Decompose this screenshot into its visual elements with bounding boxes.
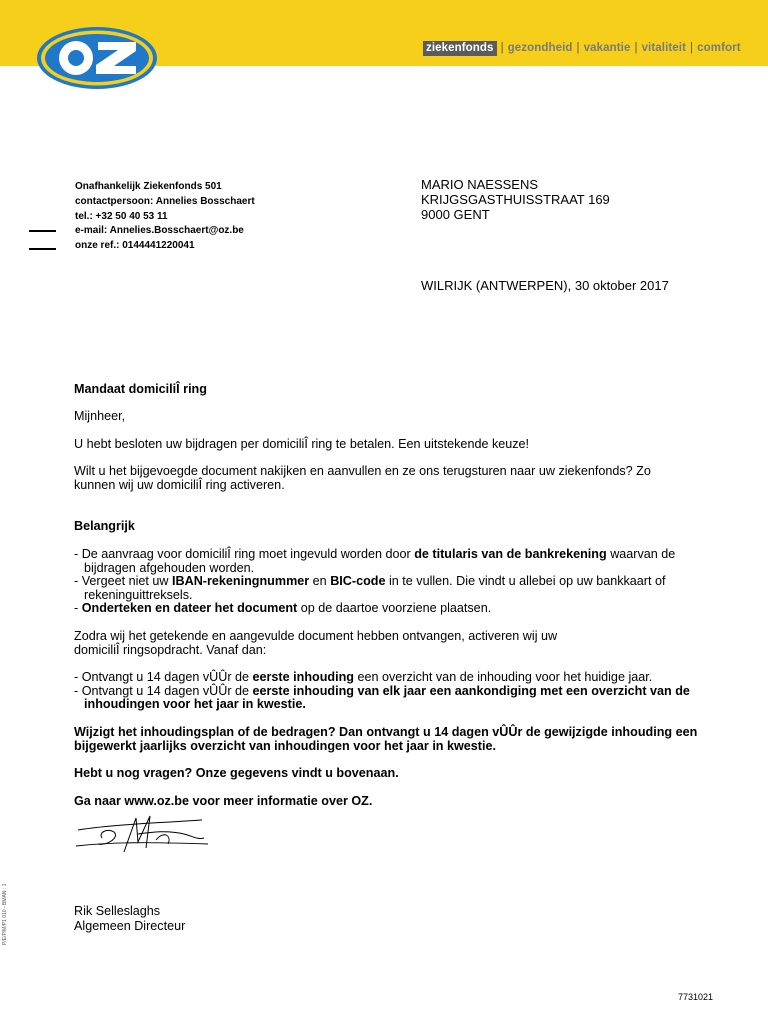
- handwritten-signature: [72, 812, 212, 858]
- letter-salutation: Mijnheer,: [74, 409, 126, 423]
- bullet-4-post: een overzicht van de inhouding voor het huidige jaar.: [357, 670, 653, 684]
- tagline-gezondheid: gezondheid: [507, 42, 573, 54]
- fold-mark: [29, 248, 56, 250]
- bullet-1-continuation: bijdragen afgehouden worden.: [84, 560, 255, 575]
- sender-reference: onze ref.: 0144441220041: [75, 240, 195, 252]
- tagline-ziekenfonds: ziekenfonds: [423, 41, 497, 56]
- tagline-vakantie: vakantie: [583, 42, 631, 54]
- iban-label: IBAN-rekeningnummer: [172, 574, 310, 588]
- fold-mark: [29, 230, 56, 232]
- bullet-5-text: - Ontvangt u 14 dagen vÛÛr de: [74, 683, 250, 698]
- bullet-4-bold: eerste inhouding: [252, 670, 354, 684]
- tagline-comfort: comfort: [697, 42, 741, 54]
- paragraph-2: [74, 465, 714, 492]
- tagline-vitaliteit: vitaliteit: [641, 42, 687, 54]
- paragraph-4-line-1: Wijzigt het inhoudingsplan of de bedragen? Dan ontvangt u 14 dagen vÛÛr de gewijzigde inhouding een: [74, 725, 698, 739]
- paragraph-1: U hebt besloten uw bijdragen per domiciliÎ ring te betalen. Een uitstekende keuze!: [74, 437, 530, 451]
- sender-block: [75, 180, 255, 254]
- tagline-separator: |: [690, 42, 694, 54]
- bullet-2-mid: en: [312, 574, 327, 588]
- date-line: WILRIJK (ANTWERPEN), 30 oktober 2017: [421, 278, 669, 293]
- bullet-1-bold: de titularis van de bankrekening: [414, 547, 607, 561]
- recipient-name: MARIO NAESSENS: [421, 177, 539, 192]
- bullet-4-text: - Ontvangt u 14 dagen vÛÛr de: [74, 670, 250, 684]
- sender-name: Onafhankelijk Ziekenfonds 501: [75, 181, 222, 192]
- bic-label: BIC-code: [330, 574, 386, 588]
- paragraph-4-line-2: bijgewerkt jaarlijks overzicht van inhoudingen voor het jaar in kwestie.: [74, 738, 497, 753]
- list-item: [74, 602, 714, 616]
- schedule-list: [74, 671, 714, 712]
- paragraph-3-line-2: domiciliÎ ringsopdracht. Vanaf dan:: [74, 642, 267, 657]
- bullet-1-text: - De aanvraag voor domiciliÎ ring moet ingevuld worden door: [74, 547, 411, 561]
- paragraph-2-line-1: Wilt u het bijgevoegde document nakijken en aanvullen en ze ons terugsturen naar uw ziekenfonds? Zo: [74, 464, 651, 478]
- important-list: [74, 548, 714, 616]
- signer-title: Algemeen Directeur: [74, 918, 186, 933]
- side-form-code: P/E/P/M/P1 010 - BMAN : 1: [2, 883, 8, 945]
- oz-logo: [36, 26, 158, 90]
- letter-subject: Mandaat domiciliÎ ring: [74, 382, 207, 396]
- list-item: [74, 548, 714, 562]
- bullet-3-dash: -: [74, 601, 79, 615]
- list-item: [74, 685, 714, 699]
- bullet-1-post: waarvan de: [610, 547, 676, 561]
- tagline: [423, 40, 741, 56]
- list-item: [74, 575, 714, 589]
- sender-contact-person: contactpersoon: Annelies Bosschaert: [75, 195, 255, 207]
- recipient-address: [421, 177, 610, 222]
- bullet-3-post: op de daartoe voorziene plaatsen.: [300, 601, 492, 615]
- signer-name: Rik Selleslaghs: [74, 904, 161, 918]
- paragraph-4: [74, 726, 714, 753]
- tagline-separator: |: [634, 42, 638, 54]
- sender-email: e-mail: Annelies.Bosschaert@oz.be: [75, 225, 244, 237]
- bullet-5-continuation: inhoudingen voor het jaar in kwestie.: [84, 697, 306, 711]
- bullet-5-bold: eerste inhouding van elk jaar een aankondiging met een overzicht van de: [252, 683, 690, 698]
- recipient-city: 9000 GENT: [421, 207, 490, 222]
- bullet-2-continuation: rekeninguittreksels.: [84, 587, 193, 602]
- paragraph-2-line-2: kunnen wij uw domiciliÎ ring activeren.: [74, 477, 285, 492]
- tagline-separator: |: [500, 42, 504, 54]
- bullet-2-post: in te vullen. Die vindt u allebei op uw bankkaart of: [388, 574, 666, 588]
- list-item: [74, 671, 714, 685]
- paragraph-5: Hebt u nog vragen? Onze gegevens vindt u bovenaan.: [74, 766, 399, 780]
- document-number: 7731021: [678, 992, 714, 1002]
- paragraph-6: Ga naar www.oz.be voor meer informatie over OZ.: [74, 794, 373, 808]
- signer-block: [74, 904, 185, 933]
- belangrijk-heading: Belangrijk: [74, 519, 135, 533]
- tagline-separator: |: [576, 42, 580, 54]
- recipient-street: KRIJGSGASTHUISSTRAAT 169: [421, 192, 610, 207]
- paragraph-3: [74, 630, 714, 657]
- bullet-2-text: - Vergeet niet uw: [74, 574, 169, 588]
- bullet-3-bold: Onderteken en dateer het document: [81, 601, 298, 615]
- sender-phone: tel.: +32 50 40 53 11: [75, 210, 168, 222]
- paragraph-3-line-1: Zodra wij het getekende en aangevulde document hebben ontvangen, activeren wij uw: [74, 629, 558, 643]
